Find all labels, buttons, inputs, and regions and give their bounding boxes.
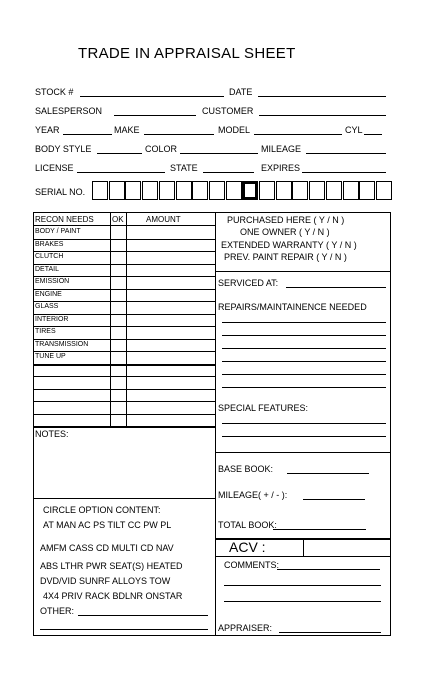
serial-digit-box[interactable]	[176, 181, 192, 200]
repair-line[interactable]	[222, 361, 386, 362]
recon-col-line	[110, 212, 111, 426]
make-field[interactable]	[144, 134, 214, 135]
recon-row-line	[33, 326, 215, 327]
recon-item-label: TUNE UP	[35, 353, 66, 360]
recon-row-line	[33, 389, 215, 390]
divider-1	[215, 271, 391, 272]
options-line-4[interactable]: DVD/VID SUNRF ALLOYS TOW	[40, 576, 171, 586]
serial-digit-box[interactable]	[343, 181, 359, 200]
make-label: MAKE	[114, 125, 140, 135]
recon-item-label: BODY / PAINT	[35, 228, 81, 235]
recon-item-label: ENGINE	[35, 290, 62, 298]
serial-digit-box[interactable]	[376, 181, 392, 200]
stock-field[interactable]	[80, 96, 224, 97]
appraiser-field[interactable]	[279, 632, 381, 633]
serial-digit-box[interactable]	[326, 181, 342, 200]
cyl-label: CYL	[345, 125, 363, 135]
recon-item-label: TIRES	[35, 328, 56, 335]
recon-item-label: CLUTCH	[35, 253, 64, 260]
notes-area[interactable]	[34, 440, 214, 497]
ok-header: OK	[112, 215, 124, 224]
column-divider	[215, 212, 216, 636]
options-line-2[interactable]: AMFM CASS CD MULTI CD NAV	[40, 543, 174, 553]
expires-field[interactable]	[302, 172, 386, 173]
license-field[interactable]	[77, 172, 165, 173]
amount-header: AMOUNT	[146, 215, 181, 224]
acv-label: ACV :	[229, 539, 266, 555]
total-book-field[interactable]	[273, 529, 366, 530]
state-field[interactable]	[203, 172, 254, 173]
recon-row-line	[33, 351, 215, 352]
mileage-adj-field[interactable]	[303, 499, 365, 500]
options-line-1[interactable]: AT MAN AC PS TILT CC PW PL	[43, 520, 172, 530]
total-book-label: TOTAL BOOK:	[218, 520, 277, 530]
base-book-field[interactable]	[287, 473, 369, 474]
year-field[interactable]	[63, 134, 112, 135]
comments-line-1[interactable]	[277, 569, 380, 570]
recon-row-line	[33, 376, 215, 377]
serial-digit-box[interactable]	[292, 181, 308, 200]
recon-item-label: GLASS	[35, 303, 59, 310]
serial-digit-box[interactable]	[209, 181, 225, 200]
recon-row-line	[33, 339, 215, 340]
other-line-2[interactable]	[40, 629, 208, 630]
serial-digit-box[interactable]	[109, 181, 125, 200]
recon-item-label: BRAKES	[35, 240, 64, 248]
options-heading: CIRCLE OPTION CONTENT:	[43, 505, 161, 515]
recon-item-label: TRANSMISSION	[35, 340, 89, 348]
notes-bottom-line	[33, 498, 215, 499]
serviced-at-field[interactable]	[286, 287, 386, 288]
body-style-field[interactable]	[97, 153, 142, 154]
mileage-label: MILEAGE	[261, 144, 302, 154]
extended-warranty[interactable]: EXTENDED WARRANTY ( Y / N )	[221, 240, 357, 250]
state-label: STATE	[170, 163, 198, 173]
options-line-5[interactable]: 4X4 PRIV RACK BDLNR ONSTAR	[43, 591, 183, 601]
recon-row-line	[33, 364, 215, 366]
color-label: COLOR	[145, 144, 178, 154]
recon-row-line	[33, 276, 215, 277]
serial-digit-box[interactable]	[359, 181, 375, 200]
mileage-adj-label: MILEAGE( + / - ):	[218, 490, 288, 500]
special-features-label: SPECIAL FEATURES:	[218, 403, 309, 413]
recon-item-label: DETAIL	[35, 265, 59, 273]
body-style-label: BODY STYLE	[35, 144, 92, 154]
comments-line-2[interactable]	[224, 585, 381, 586]
recon-item-label: INTERIOR	[35, 315, 69, 323]
customer-field[interactable]	[259, 115, 386, 116]
expires-label: EXPIRES	[261, 163, 301, 173]
model-label: MODEL	[218, 125, 251, 135]
recon-bottom-line	[33, 426, 215, 428]
recon-row-line	[33, 314, 215, 315]
stock-label: STOCK #	[35, 87, 74, 97]
comments-label: COMMENTS:	[224, 560, 279, 570]
recon-row-line	[33, 289, 215, 290]
prev-paint-repair[interactable]: PREV. PAINT REPAIR ( Y / N )	[224, 252, 347, 262]
serial-digit-box[interactable]	[259, 181, 275, 200]
serial-digit-box[interactable]	[226, 181, 242, 200]
recon-row-line	[33, 239, 215, 240]
recon-row-line	[33, 401, 215, 402]
year-label: YEAR	[35, 125, 60, 135]
serial-digit-box[interactable]	[142, 181, 158, 200]
special-line-2[interactable]	[222, 436, 386, 437]
special-line-1[interactable]	[222, 423, 386, 424]
recon-header-line	[33, 225, 215, 226]
options-line-3[interactable]: ABS LTHR PWR SEAT(S) HEATED	[40, 561, 183, 571]
model-field[interactable]	[254, 134, 342, 135]
repair-line[interactable]	[222, 348, 386, 349]
repair-line[interactable]	[222, 387, 386, 388]
acv-bottom-line	[215, 556, 391, 557]
serial-label: SERIAL NO.	[35, 187, 86, 197]
serial-digit-box[interactable]	[159, 181, 175, 200]
serial-digit-box[interactable]	[92, 181, 108, 200]
acv-field[interactable]	[304, 539, 390, 555]
serial-digit-box[interactable]	[242, 181, 258, 200]
recon-row-line	[33, 264, 215, 265]
recon-row-line	[33, 414, 215, 415]
customer-label: CUSTOMER	[202, 106, 254, 116]
serial-digit-box[interactable]	[276, 181, 292, 200]
repair-line[interactable]	[222, 374, 386, 375]
mileage-field[interactable]	[306, 153, 386, 154]
notes-label: NOTES:	[35, 429, 69, 439]
purchased-here[interactable]: PURCHASED HERE ( Y / N )	[227, 215, 345, 225]
page-title: TRADE IN APPRAISAL SHEET	[78, 45, 296, 62]
other-field[interactable]	[78, 615, 208, 616]
salesperson-field[interactable]	[114, 115, 196, 116]
divider-2	[215, 452, 391, 453]
salesperson-label: SALESPERSON	[35, 106, 103, 116]
date-label: DATE	[229, 87, 253, 97]
repair-line[interactable]	[222, 335, 386, 336]
color-field[interactable]	[180, 153, 258, 154]
recon-row-line	[33, 251, 215, 252]
recon-item-label: EMISSION	[35, 278, 70, 285]
other-label: OTHER:	[40, 606, 75, 616]
license-label: LICENSE	[35, 163, 74, 173]
cyl-field[interactable]	[364, 134, 382, 135]
recon-needs-header: RECON NEEDS	[35, 215, 94, 224]
repairs-label: REPAIRS/MAINTAINENCE NEEDED	[218, 302, 367, 312]
ok-col-line	[126, 212, 127, 426]
base-book-label: BASE BOOK:	[218, 464, 274, 474]
appraiser-label: APPRAISER:	[218, 623, 273, 633]
repair-line[interactable]	[222, 322, 386, 323]
one-owner[interactable]: ONE OWNER ( Y / N )	[240, 227, 330, 237]
serviced-at-label: SERVICED AT:	[218, 278, 279, 288]
recon-row-line	[33, 301, 215, 302]
serial-digit-box[interactable]	[192, 181, 208, 200]
serial-digit-box[interactable]	[309, 181, 325, 200]
comments-line-3[interactable]	[224, 601, 381, 602]
date-field[interactable]	[258, 96, 386, 97]
serial-digit-box[interactable]	[125, 181, 141, 200]
